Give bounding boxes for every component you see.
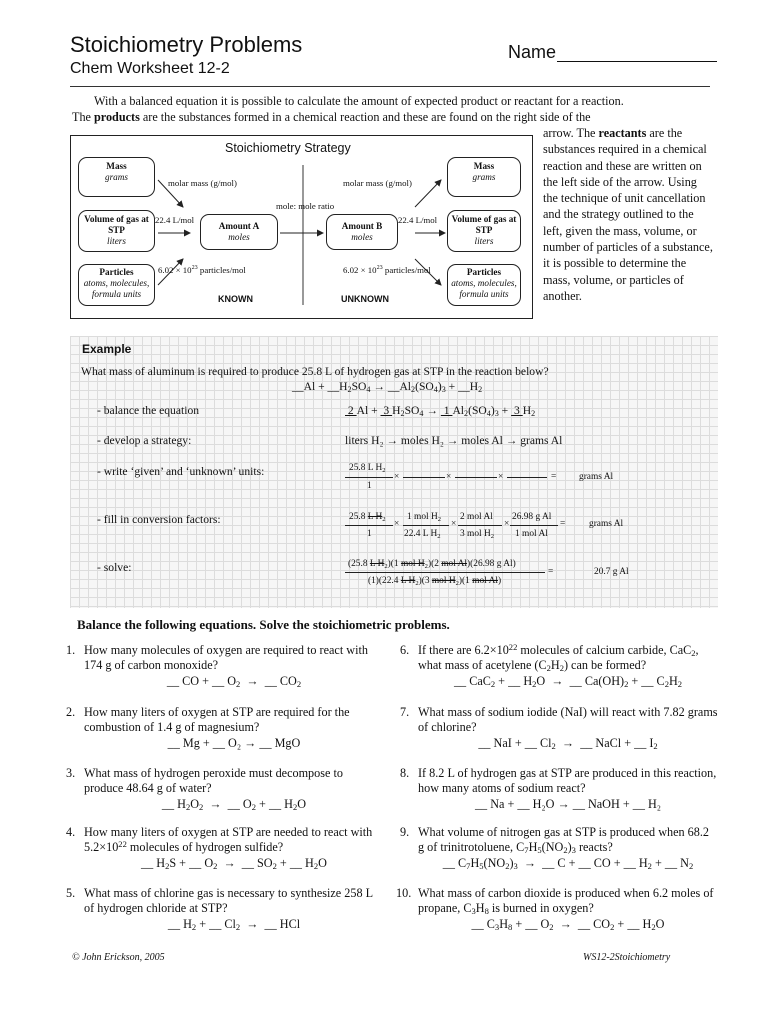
- question-10: 10. What mass of carbon dioxide is produced when 6.2 moles of propane, $C_3H_8$ is burned in oxygen? __ $C_3H_8$ + __ $O_2$ → __ $CO_2$ + __ $H_2O$: [418, 886, 718, 932]
- factor-3-num: 26.98 g Al: [512, 512, 552, 522]
- step-units-label: - write ‘given’ and ‘unknown’ units:: [97, 465, 265, 478]
- times-sign: ×: [446, 472, 452, 482]
- question-10-equation: __ $C_3H_8$ + __ $O_2$ → __ $CO_2$ + __ $H_2O$: [471, 916, 665, 932]
- example-heading: Example: [82, 342, 132, 356]
- blank-bar-3: [507, 477, 547, 478]
- worksheet-title: Stoichiometry Problems: [70, 32, 303, 57]
- question-4: 4. How many liters of oxygen at STP are needed to react with $5.2\times 10^{22}$ molecules of hydrogen sulfide? __ $H_2S$ + __ $O_2$ → __ $SO_2$ + __ $H_2O$: [84, 825, 384, 871]
- molar-mass-label-right: molar mass (g/mol): [343, 178, 412, 188]
- molar-mass-label-left: molar mass (g/mol): [168, 178, 237, 188]
- factor-result-units: grams Al: [589, 519, 624, 529]
- question-9-equation: __ $C_7H_5(NO_2)_3$ → __ C + __ CO + __ $H_2$ + __ $N_2$: [442, 855, 694, 871]
- amount-b-box: Amount B moles: [326, 214, 398, 250]
- question-7: 7. What mass of sodium iodide (NaI) will react with 7.82 grams of chlorine? __ NaI + __ $Cl_2$ → __ NaCl + __ $I_2$: [400, 705, 718, 751]
- question-5-equation: __ $H_2$ + __ $Cl_2$ → __ HCl: [167, 916, 301, 932]
- question-6-equation: __ CaC$_2$ + __ $H_2O$ → __ $Ca(OH)_2$ + __ $C_2H_2$: [453, 673, 683, 689]
- equals-sign: =: [560, 519, 566, 529]
- solve-numerator: (25.8 L $H_2)(1$ mol $H_2)(2$ mol Al)(26.98 g Al): [348, 559, 516, 570]
- question-4-equation: __ $H_2S$ + __ $O_2$ → __ $SO_2$ + __ $H_2O$: [141, 855, 327, 871]
- factor-1-den: 22.4 L $H_2$: [404, 529, 441, 540]
- volume-unknown-box: Volume of gas at STP liters: [447, 210, 521, 252]
- question-6: 6. If there are $6.2\times 10^{22}$ molecules of calcium carbide, CaC$_2$, what mass of acetylene $(C_2H_2)$ can be formed? __ CaC$_2$ + __ $H_2O$ → __ $Ca(OH)_2$ + __ $C_2H_2$: [418, 643, 718, 689]
- question-2-equation: __ Mg + __ O₂ → __ MgO: [167, 735, 301, 750]
- name-field-line[interactable]: [557, 61, 717, 62]
- factor-2-num: 2 mol Al: [460, 512, 493, 522]
- blank-bar-2: [455, 477, 497, 478]
- step-solve-label: - solve:: [97, 561, 132, 574]
- footer-code: WS12-2Stoichiometry: [583, 952, 671, 963]
- intro-line-1: With a balanced equation it is possible to calculate the amount of expected product or reactant for a reaction.: [94, 94, 624, 108]
- given-denominator: 1: [367, 481, 372, 491]
- intro-line-2: The products are the substances formed in a chemical reaction and these are found on the right side of the: [72, 110, 591, 124]
- arrow-amount-b-to-mass: [415, 180, 441, 207]
- solve-denominator: (1)(22.4 L $H_2)(3$ mol $H_2)(1$ mol Al): [368, 576, 502, 587]
- particles-unknown-box: Particles atoms, molecules, formula units: [447, 264, 521, 306]
- solve-bar: [345, 572, 545, 573]
- step-strategy-label: - develop a strategy:: [97, 434, 192, 447]
- footer-copyright: © John Erickson, 2005: [72, 952, 165, 963]
- question-8-equation: __ Na + __ H₂O → __ NaOH + __ H₂: [474, 796, 662, 811]
- particles-known-box: Particles atoms, molecules, formula units: [78, 264, 155, 306]
- example-equation: __Al + $\_\_H_2SO_4$ → $\_\_Al_2(SO_4)_3$ + $\_\_H_2$: [292, 380, 483, 394]
- intro-side-text: arrow. The reactants are the substances required in a chemical reaction and these are written on the left side of the arrow. Using the technique of unit cancellation and the strategy outlined to the left, given the mass, volume, or number of particles of a substance, it is possible to determine the mass, volume, or particles of another.: [543, 126, 713, 303]
- known-label: KNOWN: [218, 294, 253, 304]
- question-1: 1. How many molecules of oxygen are required to react with 174 g of carbon monoxide? __ CO + __ $O_2$ → __ $CO_2$: [84, 643, 384, 689]
- unknown-label: UNKNOWN: [341, 294, 389, 304]
- example-answer: 20.7 g Al: [594, 567, 629, 577]
- question-8: 8. If 8.2 L of hydrogen gas at STP are produced in this reaction, how many atoms of sodium react? __ Na + __ H₂O → __ NaOH + __ H₂: [400, 766, 717, 811]
- step-factors-label: - fill in conversion factors:: [97, 513, 221, 526]
- header-divider: [70, 86, 710, 87]
- question-5: 5. What mass of chlorine gas is necessary to synthesize 258 L of hydrogen chloride at STP? __ $H_2$ + __ $Cl_2$ → __ HCl: [84, 886, 384, 932]
- mass-known-box: Mass grams: [78, 157, 155, 197]
- lmol-label-right: 22.4 L/mol: [398, 215, 438, 225]
- given-fraction-bar: [345, 477, 393, 478]
- volume-known-box: Volume of gas at STP liters: [78, 210, 155, 252]
- factor-bar-0: [345, 525, 393, 526]
- worksheet-subtitle: Chem Worksheet 12-2: [70, 60, 230, 77]
- factor-1-num: 1 mol $H_2$: [407, 512, 442, 523]
- avogadro-label-left: $6.02 \times 10^{23}$ particles/mol: [158, 265, 246, 275]
- question-3: 3. What mass of hydrogen peroxide must decompose to produce 48.64 g of water? __ $H_2O_2$ → __ $O_2$ + __ $H_2O$: [84, 766, 384, 812]
- factor-bar-3: [510, 525, 558, 526]
- question-2: 2. How many liters of oxygen at STP are required for the combustion of 1.4 g of magnesium? __ Mg + __ O₂ → __ MgO: [84, 705, 384, 751]
- question-7-equation: __ NaI + __ $Cl_2$ → __ NaCl + __ $I_2$: [478, 735, 658, 751]
- times-sign: ×: [394, 519, 400, 529]
- step-balance-value: 2 Al + 3 $H_2SO_4 \to 1$ $Al_2(SO_4)_3 + 3$ $H_2$: [345, 404, 536, 418]
- times-sign: ×: [394, 472, 400, 482]
- factor-given-num: 25.8 L $H_2$: [349, 512, 386, 523]
- step-balance-label: - balance the equation: [97, 404, 200, 417]
- mass-unknown-box: Mass grams: [447, 157, 521, 197]
- mole-ratio-label: mole: mole ratio: [276, 201, 335, 211]
- instructions: Balance the following equations. Solve the stoichiometric problems.: [77, 617, 450, 632]
- name-label: Name: [508, 42, 557, 62]
- factor-2-den: 3 mol $H_2$: [460, 529, 495, 540]
- factor-bar-2: [458, 525, 502, 526]
- equals-sign: =: [548, 567, 554, 577]
- strategy-title: Stoichiometry Strategy: [225, 141, 351, 155]
- unknown-units: grams Al: [579, 472, 614, 482]
- question-3-equation: __ $H_2O_2$ → __ $O_2$ + __ $H_2O$: [161, 796, 307, 812]
- question-9: 9. What volume of nitrogen gas at STP is produced when 68.2 g of trinitrotoluene, $C_7H_5(NO_2)_3$ reacts? __ $C_7H_5(NO_2)_3$ → __ C + __ CO + __ $H_2$ + __ $N_2$: [418, 825, 718, 871]
- avogadro-label-right: $6.02 \times 10^{23}$ particles/mol: [343, 265, 431, 275]
- times-sign: ×: [504, 519, 510, 529]
- factor-bar-1: [403, 525, 449, 526]
- blank-bar-1: [403, 477, 445, 478]
- factor-given-den: 1: [367, 529, 372, 539]
- factor-3-den: 1 mol Al: [515, 529, 548, 539]
- times-sign: ×: [451, 519, 457, 529]
- given-numerator: 25.8 L $H_2$: [349, 463, 386, 474]
- times-sign: ×: [498, 472, 504, 482]
- amount-a-box: Amount A moles: [200, 214, 278, 250]
- lmol-label-left: 22.4 L/mol: [155, 215, 195, 225]
- question-1-equation: __ CO + __ $O_2$ → __ $CO_2$: [166, 673, 302, 689]
- equals-sign: =: [551, 472, 557, 482]
- step-strategy-value: liters H₂ → moles H₂ → moles Al → grams Al: [345, 434, 563, 447]
- example-question: What mass of aluminum is required to produce 25.8 L of hydrogen gas at STP in the reaction below?: [81, 365, 549, 378]
